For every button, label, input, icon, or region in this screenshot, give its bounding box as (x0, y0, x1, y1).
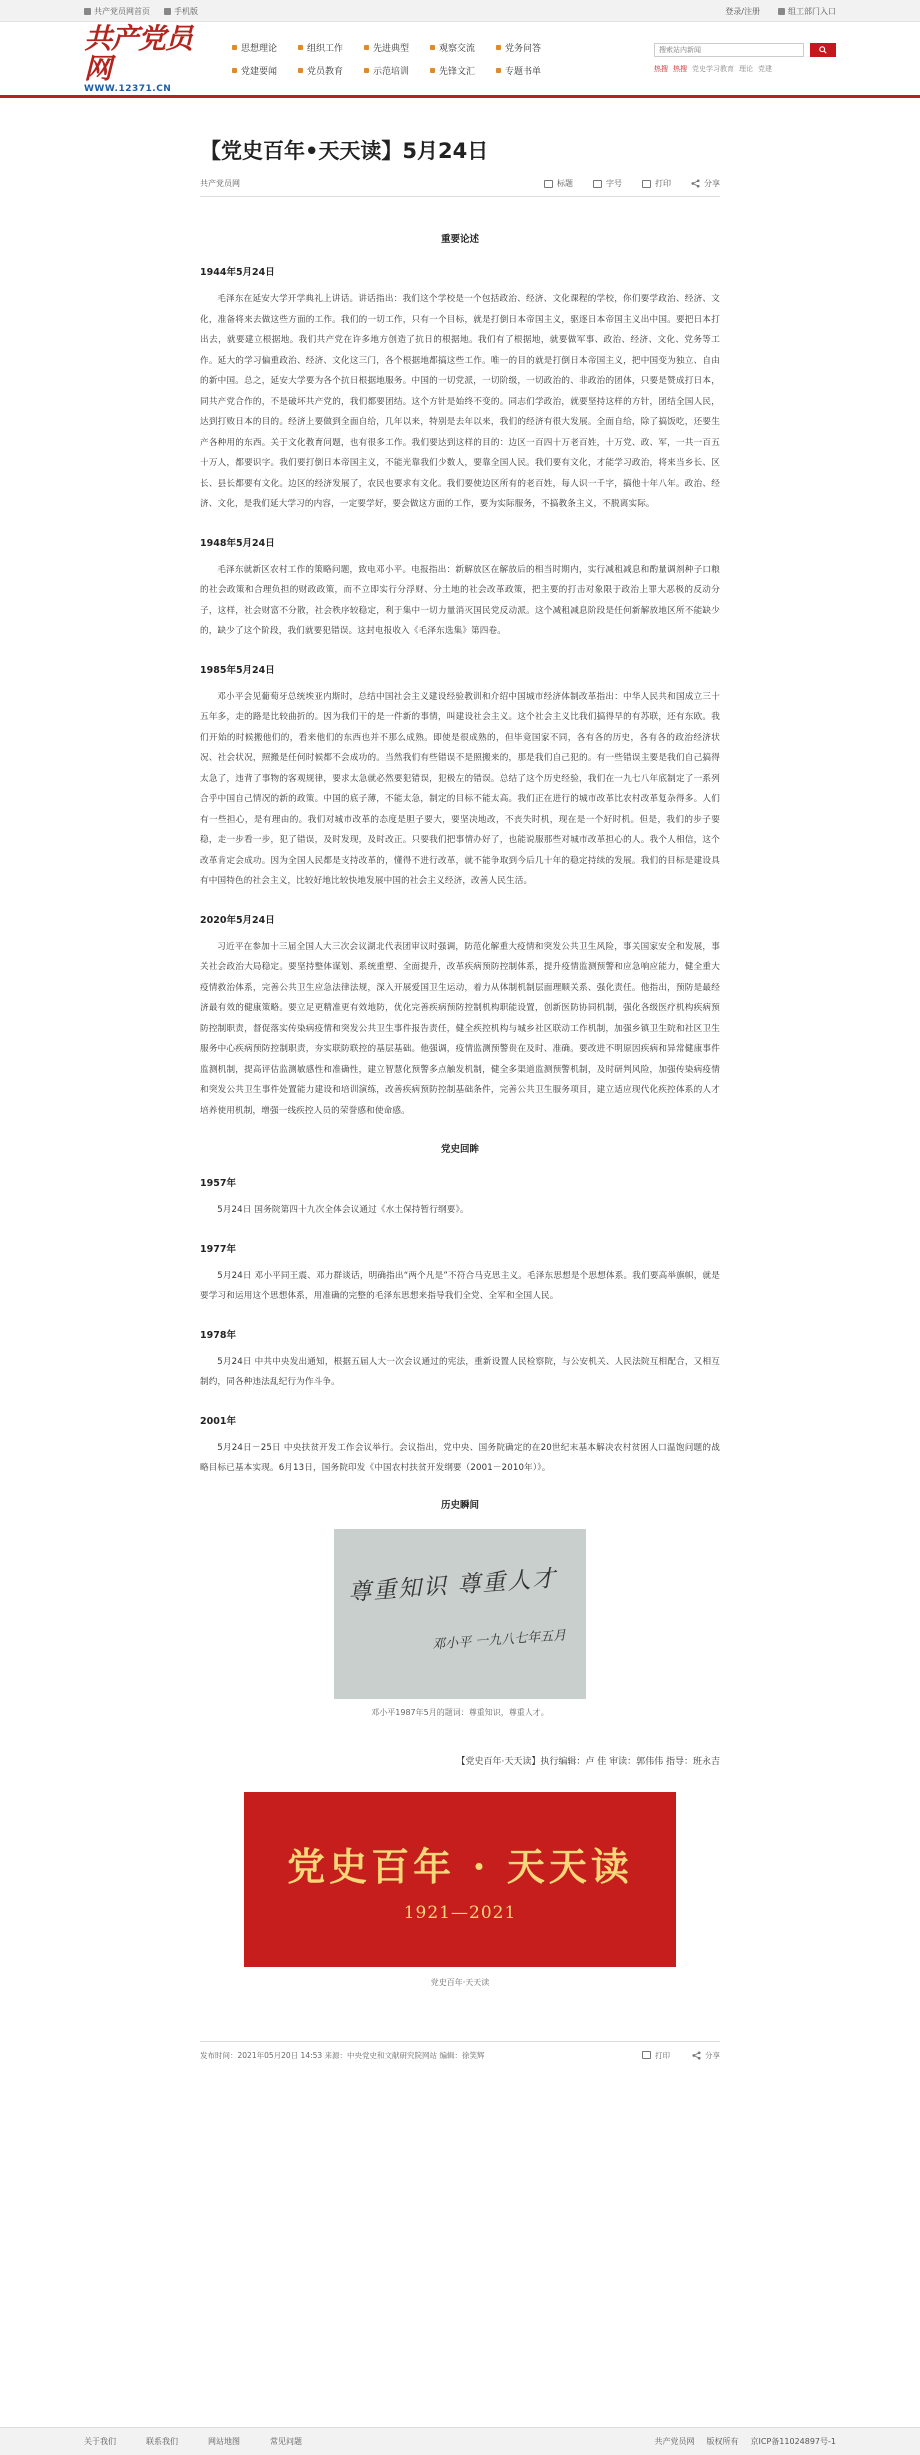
entry-date: 1944年5月24日 (200, 267, 275, 278)
share-icon (692, 2051, 701, 2060)
print-button[interactable] (642, 178, 671, 189)
entry-year: 2001年 (200, 1415, 236, 1427)
nav-item-label[interactable]: 先进典型 (373, 43, 410, 54)
series-banner (244, 1792, 676, 1967)
bullet-icon (496, 45, 501, 50)
entry-text: 邓小平会见葡萄牙总统埃亚内斯时，总结中国社会主义建设经验教训和介绍中国城市经济体制改革指出：中华人民共和国成立三十五年多，走的路是比较曲折的。因为我们干的是一件新的事情，叫建设社会主义。这个社会主义比我们搞得早的有苏联，还有东欧。我们开始的时候搬他们的，看来他们的东西也并不那么成熟。即使是很成熟的，但毕竟国家不同，各有各的历史，各有各的政治经济状况、社会状况，照搬是任何时候都不会成功的。当然我们有些错误不是照搬来的，那是我们自己犯的。有一些错误主要是我们自己搞得太急了，违背了事物的客观规律，要求太急就必然要犯错误，犯极左的错误。总结了这个历史经验，我们在一九七八年底制定了一系列合乎中国自己情况的新的政策。中国的底子薄，不能太急，制定的目标不能太高。我们正在进行的城市改革比农村改革复杂得多。人们有一些担心，是有理由的。我们对城市改革的态度是胆子要大，要坚决地改，不丧失时机，现在是一个好时机。但是，我们的步子要稳，走一步看一步，犯了错误，及时发现，及时改正。只要我们把事情办好了，也能说服那些对城市改革担心的人。我个人相信，这个改革肯定会成功。因为全国人民都是支持改革的，懂得不进行改革，就不能争取到今后几十年的稳定持续的发展。我们的目标是建设具有中国特色的社会主义，比较好地比较快地发展中国的社会主义经济，改善人民生活。 (200, 691, 720, 886)
home-icon (84, 8, 91, 15)
calligraphy-figure (200, 1529, 720, 1718)
dept-link-label[interactable]: 组工部门入口 (788, 6, 836, 16)
footer-link[interactable]: 关于我们 (84, 2437, 116, 2446)
logo-url: WWW.12371.CN (84, 83, 172, 94)
site-logo[interactable] (84, 21, 214, 94)
entry-text: 5月24日 中共中央发出通知，根据五届人大一次会议通过的宪法，重新设置人民检察院，与公安机关、人民法院互相配合，又相互制约，同各种违法乱纪行为作斗争。 (200, 1356, 720, 1387)
bullet-icon (232, 68, 237, 73)
calligraphy-line-1: 尊重知识 尊重人才 (347, 1565, 559, 1606)
print-icon (642, 180, 651, 188)
bullet-icon (430, 68, 435, 73)
entry-text: 5月24日－25日 中央扶贫开发工作会议举行。会议指出，党中央、国务院确定的在20世纪末基本解决农村贫困人口温饱问题的战略目标已基本实现。6月13日，国务院印发《中国农村扶贫开发纲要（2001－2010年）》。 (200, 1442, 720, 1473)
footer-link[interactable]: 网站地图 (208, 2437, 240, 2446)
calligraphy-image (334, 1529, 586, 1699)
nav-item-label[interactable]: 思想理论 (241, 43, 278, 54)
share-button-label: 分享 (705, 2050, 720, 2060)
article-title: 【党史百年•天天读】5月24日 (200, 139, 489, 163)
entry-text: 毛泽东在延安大学开学典礼上讲话。讲话指出：我们这个学校是一个包括政治、经济、文化课程的学校，你们要学政治、经济、文化，准备将来去做这些方面的工作。我们的一切工作，只有一个目标，就是打倒日本帝国主义，驱逐日本帝国主义出中国。要把日本打出去，就要建立根据地。我们共产党在许多地方创造了抗日的根据地。我们有了根据地，就要做军事、政治、经济、文化、党务等工作。延大的学习偏重政治、经济、文化这三门，各个根据地都搞这些工作。唯一的目的就是打倒日本帝国主义，把中国变为独立、自由的新中国。总之，延安大学要为各个抗日根据地服务。中国的一切党派，一切阶级，一切政治的、非政治的团体，只要是赞成打日本，同共产党合作的，不是破坏共产党的，我们都要团结。这个方针是始终不变的。同志们学政治，就要坚持这样的方针，团结全国人民，达到打败日本的目的。经济上要做到全面自给，几年以来，特别是去年以来，我们的经济有很大发展。全面自给，除了搞饭吃，还要生产各种用的东西。关于文化教育问题，也有很多工作。我们要达到这样的目的：边区一百四十万老百姓，十万党、政、军，一共一百五十万人，都要识字。我们要打倒日本帝国主义，不能光靠我们少数人，要靠全国人民。我们要有文化，才能学习政治，将来当乡长、区长、县长都要有文化。边区的经济发展了，农民也要求有文化。我们要使边区所有的老百姓，每人识一千字，搞他十年八年。政治、经济、文化，是我们延大学习的内容，一定要学好，要会做这方面的工作，要为实际服务，不搞教条主义，不脱离实际。 (200, 294, 720, 509)
top-bar (0, 0, 920, 22)
bullet-icon (298, 68, 303, 73)
nav-item[interactable] (232, 41, 292, 54)
hot-search-item[interactable]: 党建 (758, 65, 772, 73)
font-button[interactable] (544, 178, 573, 189)
nav-item-label[interactable]: 党务问答 (505, 43, 542, 54)
entry-date: 2020年5月24日 (200, 914, 275, 926)
entry-text: 5月24日 国务院第四十九次全体会议通过《水土保持暂行纲要》。 (217, 1205, 469, 1215)
article (200, 136, 720, 2061)
font-icon (544, 180, 553, 188)
nav-item[interactable] (298, 41, 358, 54)
hot-search (654, 64, 836, 74)
login-link[interactable]: 登录/注册 (725, 6, 760, 16)
print-button-label: 打印 (655, 179, 671, 188)
nav-item-label[interactable]: 示范培训 (373, 66, 410, 77)
entry-year: 1978年 (200, 1329, 236, 1341)
nav-item[interactable] (298, 64, 358, 77)
hot-search-item[interactable]: 党史学习教育 (692, 65, 734, 73)
bullet-icon (430, 45, 435, 50)
share-button[interactable] (691, 178, 720, 189)
footer-icp[interactable]: 京ICP备11024897号-1 (750, 2437, 836, 2446)
entry-text: 5月24日 邓小平同王震、邓力群谈话，明确指出“两个凡是”不符合马克思主义。毛泽东思想是个思想体系。我们要高举旗帜，就是要学习和运用这个思想体系，用准确的完整的毛泽东思想来指导我们全党、全军和全国人民。 (200, 1270, 720, 1301)
calligraphy-line-2: 邓小平 一九八七年五月 (431, 1627, 567, 1653)
nav-item-label[interactable]: 党员教育 (307, 66, 344, 77)
main-nav (232, 41, 622, 77)
bullet-icon (496, 68, 501, 73)
phone-icon (164, 8, 171, 15)
hot-search-item[interactable]: 理论 (739, 65, 753, 73)
font-button-label: 标题 (557, 179, 573, 188)
article-source: 共产党员网 (200, 179, 240, 188)
print-button[interactable] (642, 2050, 670, 2061)
section-title: 历史瞬间 (440, 1499, 479, 1511)
entry-text: 习近平在参加十三届全国人大三次会议湖北代表团审议时强调，防范化解重大疫情和突发公共卫生风险，事关国家安全和发展，事关社会政治大局稳定。要坚持整体谋划、系统重塑、全面提升，改革疾病预防控制体系，提升疫情监测预警和应急响应能力，健全重大疫情救治体系，完善公共卫生应急法律法规，深入开展爱国卫生运动，着力从体制机制层面理顺关系、强化责任。他指出，预防是最经济最有效的健康策略。要立足更精准更有效地防，优化完善疾病预防控制机构职能设置，创新医防协同机制，强化各级医疗机构疾病预防控制职责，督促落实传染病疫情和突发公共卫生事件报告责任，健全疾控机构与城乡社区联动工作机制，加强乡镇卫生院和社区卫生服务中心疾病预防控制职责，夯实联防联控的基层基础。他强调，疫情监测预警贵在及时、准确。要改进不明原因疾病和异常健康事件监测机制，提高评估监测敏感性和准确性，建立智慧化预警多点触发机制，健全多渠道监测预警机制，及时研判风险，加强传染病疫情和突发公共卫生事件处置能力建设和培训演练，改善疾病预防控制基础条件，完善公共卫生服务项目，建立适应现代化疾控体系的人才培养使用机制，增强一线疾控人员的荣誉感和使命感。 (200, 941, 720, 1116)
hot-search-label[interactable]: 热搜 (654, 65, 668, 73)
footer-link[interactable]: 常见问题 (270, 2437, 302, 2446)
footer-site-name: 共产党员网 (654, 2437, 695, 2446)
print-button-label: 打印 (655, 2050, 670, 2060)
home-link[interactable] (84, 6, 150, 17)
nav-item-label[interactable]: 专题书单 (505, 66, 542, 77)
article-footer-meta (200, 2041, 720, 2061)
publish-info: 发布时间：2021年05月20日 14:53 来源：中央党史和文献研究院网站 编辑：徐笑辉 (200, 2050, 485, 2060)
section-title: 党史回眸 (440, 1144, 479, 1155)
search-button[interactable] (810, 43, 836, 57)
nav-item-label[interactable]: 党建要闻 (241, 66, 278, 77)
search-input[interactable] (654, 43, 804, 57)
entry-text: 毛泽东就新区农村工作的策略问题，致电邓小平。电报指出：新解放区在解放后的相当时期内，实行减租减息和酌量调剂种子口粮的社会政策和合理负担的财政政策，而不立即实行分浮财、分土地的社会改革政策，把主要的打击对象限于政治上罪大恶极的反动分子，这样，社会财富不分散，社会秩序较稳定，利于集中一切力量消灭国民党反动派。这个减租减息阶段是任何新解放地区所不能缺少的，缺少了这个阶段，我们就要犯错误。这封电报收入《毛泽东选集》第四卷。 (200, 564, 720, 636)
entry-year: 1957年 (200, 1178, 236, 1189)
footer-link[interactable]: 联系我们 (146, 2437, 178, 2446)
mobile-link[interactable] (164, 6, 198, 17)
banner-years: 1921—2021 (403, 1902, 517, 1923)
hot-search-item[interactable]: 热搜 (673, 65, 687, 73)
nav-item[interactable] (496, 64, 556, 77)
nav-item[interactable] (430, 64, 490, 77)
banner-caption: 党史百年·天天读 (430, 1977, 490, 1987)
size-button[interactable] (593, 178, 622, 189)
print-icon (642, 2051, 651, 2059)
home-link-label[interactable]: 共产党员网首页 (94, 6, 150, 16)
bullet-icon (364, 45, 369, 50)
building-icon (778, 8, 785, 15)
section-title: 重要论述 (440, 234, 479, 245)
dept-link[interactable] (778, 6, 836, 17)
share-icon (691, 179, 700, 188)
bullet-icon (364, 68, 369, 73)
footer-copyright: 版权所有 (706, 2437, 739, 2446)
nav-item-label[interactable]: 观察交流 (439, 43, 476, 54)
size-icon (593, 180, 602, 188)
nav-item[interactable] (430, 41, 490, 54)
site-header (0, 22, 920, 98)
site-footer (0, 2427, 920, 2455)
entry-date: 1948年5月24日 (200, 537, 275, 549)
logo-text: 共产党员网 (84, 21, 193, 85)
article-meta (200, 178, 720, 197)
entry-date: 1985年5月24日 (200, 664, 275, 676)
bullet-icon (298, 45, 303, 50)
nav-item-label[interactable]: 先锋文汇 (439, 66, 476, 77)
entry-year: 1977年 (200, 1243, 236, 1255)
nav-item[interactable] (364, 64, 424, 77)
article-tools (544, 178, 720, 189)
nav-item-label[interactable]: 组织工作 (307, 43, 344, 54)
share-button-label: 分享 (704, 179, 720, 188)
search-area (654, 43, 836, 74)
share-button[interactable] (692, 2050, 720, 2061)
figure-caption: 邓小平1987年5月的题词：尊重知识，尊重人才。 (371, 1707, 549, 1717)
nav-item[interactable] (232, 64, 292, 77)
article-credit: 【党史百年·天天读】执行编辑：卢 佳 审读：郭伟伟 指导：班永吉 (456, 1756, 720, 1767)
nav-item[interactable] (496, 41, 556, 54)
mobile-link-label[interactable]: 手机版 (174, 6, 198, 16)
banner-title: 党史百年 · 天天读 (287, 1843, 633, 1889)
bullet-icon (232, 45, 237, 50)
search-icon (819, 46, 827, 54)
size-button-label: 字号 (606, 179, 622, 188)
nav-item[interactable] (364, 41, 424, 54)
